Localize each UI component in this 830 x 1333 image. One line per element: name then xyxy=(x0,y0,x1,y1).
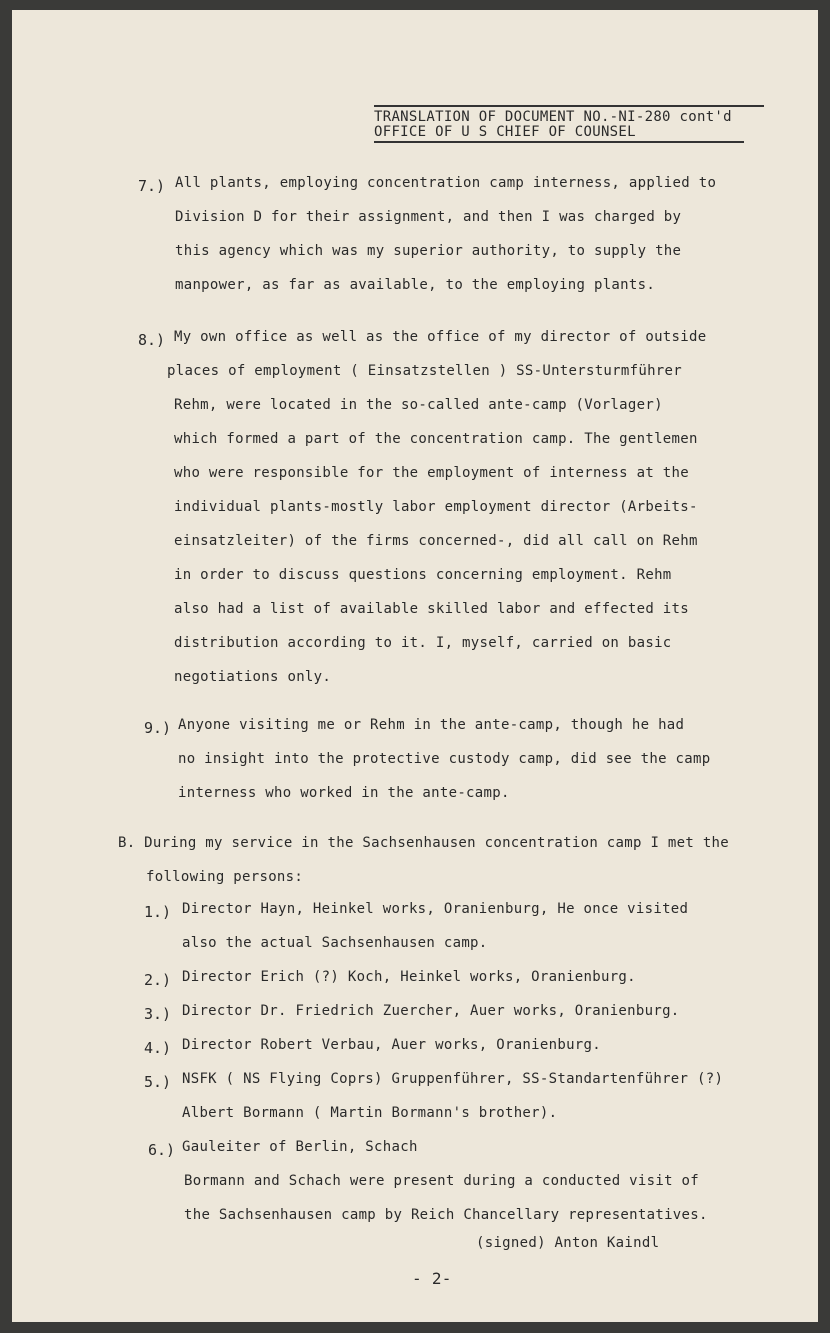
person-6-line: Gauleiter of Berlin, Schach xyxy=(182,1139,418,1155)
item-7-line: All plants, employing concentration camp interness, applied to xyxy=(175,175,717,191)
person-4-number: 4.) xyxy=(144,1039,172,1057)
item-7-line: this agency which was my superior authority, to supply the xyxy=(175,243,682,259)
person-1-line: also the actual Sachsenhausen camp. xyxy=(182,935,488,951)
document-page xyxy=(12,10,818,1322)
item-8-line: also had a list of available skilled labor and effected its xyxy=(174,601,689,617)
person-5-number: 5.) xyxy=(144,1073,172,1091)
person-1-line: Director Hayn, Heinkel works, Oranienburg, He once visited xyxy=(182,901,689,917)
item-8-number: 8.) xyxy=(138,331,166,349)
item-8-line: einsatzleiter) of the firms concerned-, did all call on Rehm xyxy=(174,533,698,549)
signature: (signed) Anton Kaindl xyxy=(476,1235,660,1251)
person-1-number: 1.) xyxy=(144,903,172,921)
item-9-number: 9.) xyxy=(144,719,172,737)
item-8-line: individual plants-mostly labor employment director (Arbeits- xyxy=(174,499,698,515)
item-8-line: negotiations only. xyxy=(174,669,332,685)
person-3-number: 3.) xyxy=(144,1005,172,1023)
item-8-line: in order to discuss questions concerning employment. Rehm xyxy=(174,567,672,583)
item-9-line: Anyone visiting me or Rehm in the ante-camp, though he had xyxy=(178,717,685,733)
person-2-number: 2.) xyxy=(144,971,172,989)
person-2-line: Director Erich (?) Koch, Heinkel works, Oranienburg. xyxy=(182,969,636,985)
item-9-line: interness who worked in the ante-camp. xyxy=(178,785,510,801)
section-b-intro: B. During my service in the Sachsenhausen concentration camp I met the xyxy=(118,835,730,851)
person-6-number: 6.) xyxy=(148,1141,176,1159)
item-7-line: Division D for their assignment, and then I was charged by xyxy=(175,209,682,225)
office-header: OFFICE OF U S CHIEF OF COUNSEL xyxy=(374,124,744,143)
item-8-line: which formed a part of the concentration camp. The gentlemen xyxy=(174,431,698,447)
section-b-intro-cont: following persons: xyxy=(146,869,304,885)
item-7-line: manpower, as far as available, to the employing plants. xyxy=(175,277,656,293)
person-5-line: Albert Bormann ( Martin Bormann's brother). xyxy=(182,1105,558,1121)
item-8-line: My own office as well as the office of my director of outside xyxy=(174,329,707,345)
translation-header: TRANSLATION OF DOCUMENT NO.-NI-280 cont'd xyxy=(374,105,764,125)
item-8-line: distribution according to it. I, myself, carried on basic xyxy=(174,635,672,651)
item-8-line: who were responsible for the employment of interness at the xyxy=(174,465,689,481)
item-9-line: no insight into the protective custody camp, did see the camp xyxy=(178,751,711,767)
page-number: - 2- xyxy=(412,1269,452,1288)
item-8-line: places of employment ( Einsatzstellen ) SS-Untersturmführer xyxy=(167,363,682,379)
person-6-line: the Sachsenhausen camp by Reich Chancellary representatives. xyxy=(184,1207,708,1223)
person-6-line: Bormann and Schach were present during a conducted visit of xyxy=(184,1173,699,1189)
person-4-line: Director Robert Verbau, Auer works, Oranienburg. xyxy=(182,1037,601,1053)
person-3-line: Director Dr. Friedrich Zuercher, Auer works, Oranienburg. xyxy=(182,1003,680,1019)
item-8-line: Rehm, were located in the so-called ante-camp (Vorlager) xyxy=(174,397,663,413)
person-5-line: NSFK ( NS Flying Coprs) Gruppenführer, SS-Standartenführer (?) xyxy=(182,1071,724,1087)
item-7-number: 7.) xyxy=(138,177,166,195)
